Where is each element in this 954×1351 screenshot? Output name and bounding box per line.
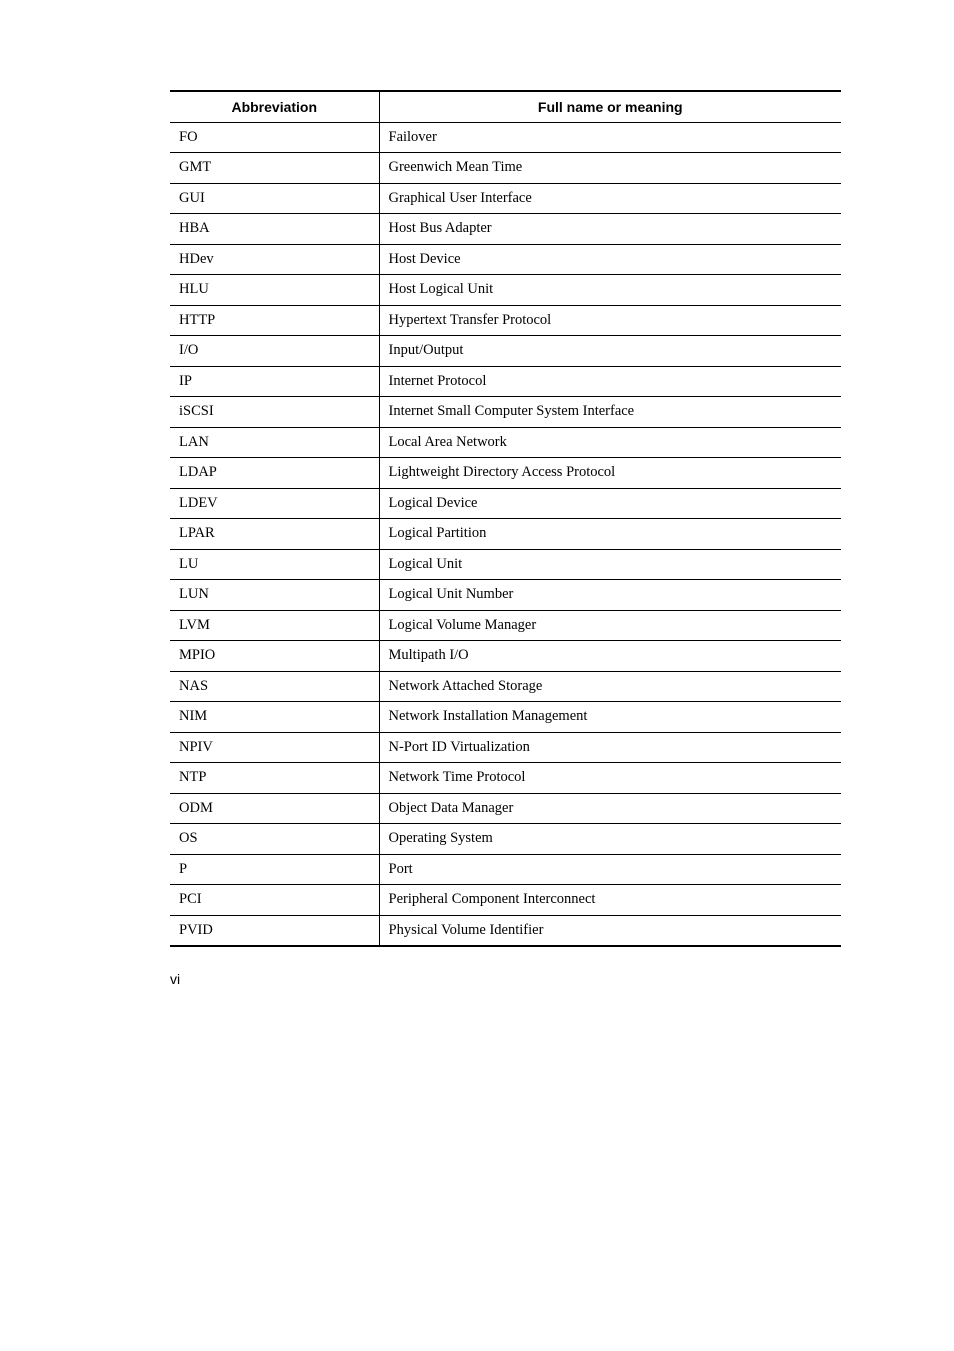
table-row (170, 580, 841, 611)
abbreviation-cell: LUN (170, 580, 379, 611)
full-name-cell: Network Time Protocol (379, 763, 841, 794)
abbreviation-cell: IP (170, 366, 379, 397)
table-row (170, 824, 841, 855)
table-row (170, 549, 841, 580)
full-name-cell: Object Data Manager (379, 793, 841, 824)
full-name-cell: Physical Volume Identifier (379, 915, 841, 946)
abbreviation-cell: FO (170, 122, 379, 153)
abbreviation-cell: LVM (170, 610, 379, 641)
table-row (170, 244, 841, 275)
full-name-cell: Host Logical Unit (379, 275, 841, 306)
full-name-cell: Logical Volume Manager (379, 610, 841, 641)
header-row (170, 91, 841, 122)
full-name-cell: Hypertext Transfer Protocol (379, 305, 841, 336)
full-name-cell: Input/Output (379, 336, 841, 367)
abbreviation-cell: ODM (170, 793, 379, 824)
table-row (170, 427, 841, 458)
header-abbreviation: Abbreviation (170, 91, 379, 122)
abbreviation-cell: NAS (170, 671, 379, 702)
abbreviation-cell: LDEV (170, 488, 379, 519)
abbreviation-cell: NPIV (170, 732, 379, 763)
full-name-cell: Port (379, 854, 841, 885)
full-name-cell: Failover (379, 122, 841, 153)
abbreviation-cell: iSCSI (170, 397, 379, 428)
table-row (170, 336, 841, 367)
full-name-cell: Greenwich Mean Time (379, 153, 841, 184)
table-header (170, 91, 841, 122)
full-name-cell: Lightweight Directory Access Protocol (379, 458, 841, 489)
table-row (170, 275, 841, 306)
full-name-cell: Network Attached Storage (379, 671, 841, 702)
full-name-cell: Graphical User Interface (379, 183, 841, 214)
table-row (170, 519, 841, 550)
full-name-cell: Operating System (379, 824, 841, 855)
abbreviation-cell: PVID (170, 915, 379, 946)
page-number: vi (170, 971, 181, 987)
abbreviation-cell: HLU (170, 275, 379, 306)
full-name-cell: Logical Unit Number (379, 580, 841, 611)
table-row (170, 915, 841, 946)
table-row (170, 183, 841, 214)
table-row (170, 763, 841, 794)
table-row (170, 397, 841, 428)
full-name-cell: Logical Unit (379, 549, 841, 580)
table-row (170, 793, 841, 824)
table-row (170, 214, 841, 245)
table-row (170, 153, 841, 184)
table-row (170, 854, 841, 885)
abbreviation-cell: GUI (170, 183, 379, 214)
abbreviation-cell: I/O (170, 336, 379, 367)
abbreviation-cell: HBA (170, 214, 379, 245)
abbreviation-cell: NIM (170, 702, 379, 733)
abbreviation-cell: P (170, 854, 379, 885)
table-row (170, 458, 841, 489)
abbreviation-cell: OS (170, 824, 379, 855)
full-name-cell: Logical Partition (379, 519, 841, 550)
full-name-cell: Internet Small Computer System Interface (379, 397, 841, 428)
table-row (170, 641, 841, 672)
table-row (170, 122, 841, 153)
full-name-cell: Internet Protocol (379, 366, 841, 397)
table-row (170, 702, 841, 733)
table-row (170, 610, 841, 641)
abbreviation-cell: LAN (170, 427, 379, 458)
full-name-cell: Multipath I/O (379, 641, 841, 672)
full-name-cell: Host Device (379, 244, 841, 275)
abbreviation-cell: GMT (170, 153, 379, 184)
table-row (170, 305, 841, 336)
table-body (170, 122, 841, 946)
table-row (170, 488, 841, 519)
full-name-cell: N-Port ID Virtualization (379, 732, 841, 763)
abbreviation-cell: NTP (170, 763, 379, 794)
table-row (170, 732, 841, 763)
table-row (170, 671, 841, 702)
table-row (170, 366, 841, 397)
table-row (170, 885, 841, 916)
abbreviation-cell: MPIO (170, 641, 379, 672)
full-name-cell: Local Area Network (379, 427, 841, 458)
abbreviation-cell: PCI (170, 885, 379, 916)
abbreviation-cell: LDAP (170, 458, 379, 489)
abbreviation-table (170, 90, 841, 947)
abbreviation-cell: HDev (170, 244, 379, 275)
full-name-cell: Peripheral Component Interconnect (379, 885, 841, 916)
full-name-cell: Network Installation Management (379, 702, 841, 733)
abbreviation-cell: HTTP (170, 305, 379, 336)
full-name-cell: Host Bus Adapter (379, 214, 841, 245)
full-name-cell: Logical Device (379, 488, 841, 519)
header-full-name: Full name or meaning (379, 91, 841, 122)
abbreviation-cell: LPAR (170, 519, 379, 550)
abbreviation-cell: LU (170, 549, 379, 580)
